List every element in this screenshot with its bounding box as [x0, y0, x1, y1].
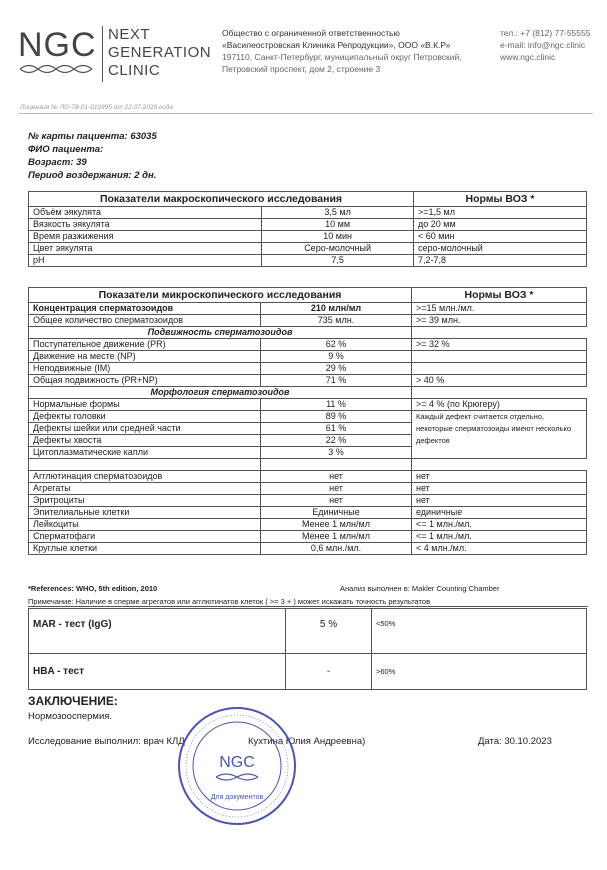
stamp-bottom: Для документов — [210, 794, 264, 801]
table-row: Общее количество сперматозоидов 735 млн. >= 39 млн. — [29, 315, 587, 327]
doctor-name: Кухтина Юлия Андреевна) — [248, 736, 366, 747]
motility-heading: Подвижность сперматозоидов — [29, 327, 412, 339]
table-row: Круглые клетки 0,6 млн./мл. < 4 млн./мл. — [29, 543, 587, 555]
stamp-center: NGC — [219, 754, 255, 771]
table-row: Цвет эякулята Серо-молочный серо-молочный — [29, 243, 587, 255]
table-row: Эритроциты нет нет — [29, 495, 587, 507]
date: Дата: 30.10.2023 — [478, 736, 552, 747]
table-row: Дефекты головки 89 % Каждый дефект считается отдельно, некоторые сперматозоиды имеют несколько дефектов — [29, 411, 587, 423]
table-row: Агрегаты нет нет — [29, 483, 587, 495]
table-row: Общая подвижность (PR+NP) 71 % > 40 % — [29, 375, 587, 387]
table-row: Лейкоциты Менее 1 млн/мл <= 1 млн./мл. — [29, 519, 587, 531]
logo-words: NEXT GENERATION CLINIC — [108, 26, 212, 79]
stamp-icon — [176, 705, 298, 827]
note: Примечание: Наличие в сперме агрегатов или агглютинатов клеток ( >= 3 + ) может искажать точность результатов — [28, 597, 431, 606]
table-row: Дефекты шейки или средней части 61 % — [29, 423, 587, 435]
table-row: Дефекты хвоста 22 % — [29, 435, 587, 447]
conclusion-text: Нормозооспермия. — [28, 711, 113, 722]
table-row: Время разжижения 10 мин < 60 мин — [29, 231, 587, 243]
table-row: Движение на месте (NP) 9 % — [29, 351, 587, 363]
header-rule — [18, 113, 593, 114]
table-row: Нормальные формы 11 % >= 4 % (по Крюгеру) — [29, 399, 587, 411]
contacts: тел.: +7 (812) 77-55555 e-mail: info@ngc.clinic www.ngc.clinic — [500, 28, 591, 62]
table-row: Поступательное движение (PR) 62 % >= 32 % — [29, 339, 587, 351]
analysis-method: Анализ выполнен в: Makler Counting Chamber — [340, 584, 500, 593]
table-row: Цитоплазматические капли 3 % — [29, 447, 587, 459]
table-row: Объём эякулята 3,5 мл >=1,5 мл — [29, 207, 587, 219]
patient-abstinence: Период воздержания: 2 дн. — [28, 170, 157, 181]
table-row: Агглютинация сперматозоидов нет нет — [29, 471, 587, 483]
table-row: Неподвижные (IM) 29 % — [29, 363, 587, 375]
macro-table: Показатели макроскопического исследования Нормы ВОЗ * Объём эякулята 3,5 мл >=1,5 мл Вязкость эякулята 10 мм до 20 мм Время разжижения 10 мин < 60 мин Цвет эякулята Серо-молочный серо-молочный pH 7,5 7,2-7,8 — [28, 191, 587, 267]
license: Лицензия № ЛО-78-01-010995 от 22.07.2020 года — [20, 104, 173, 111]
table-row: Вязкость эякулята 10 мм до 20 мм — [29, 219, 587, 231]
tests-table — [28, 608, 587, 690]
patient-fio: ФИО пациента: — [28, 144, 104, 155]
org-info: Общество с ограниченной ответственностью «Василеостровская Клиника Репродукции», ООО «В.К.Р» 197110, Санкт-Петербург, муниципальный округ Петровский, Петровский проспект, дом 2, строение 3 — [222, 28, 462, 74]
table-row: HBA - тест - >60% — [29, 654, 587, 690]
table-row: Концентрация сперматозоидов 210 млн/мл >=15 млн./мл. — [29, 303, 587, 315]
micro-table: Показатели микроскопического исследования Нормы ВОЗ * Концентрация сперматозоидов 210 млн/мл >=15 млн./мл. Общее количество сперматозоидов 735 млн. >= 39 млн. Подвижность сперматозоидов Поступательное движение (PR) 62 % >= 32 % Движение на месте (NP) 9 % Неподвижные (IM) 29 % Общая подвижность (PR+NP) 71 % > 40 % Морфология сперматозоидов Нормальные формы 11 % >= 4 % (по Крюгеру) Дефекты головки 89 % Каждый дефект считается отдельно, некоторые сперматозоиды имеют несколько дефектов Дефекты шейки или средней части 61 % Дефекты хвоста 22 % Цитоплазматические капли 3 % Агглютинация сперматозоидов нет нет Агрегаты нет нет Эритроциты нет нет Эпителиальные клетки Единичные единичные Лейкоциты Менее 1 млн/мл <= 1 млн./мл. Сперматофаги Менее 1 млн/мл <= 1 млн./мл. Круглые клетки 0,6 млн./мл. < 4 млн./мл. — [28, 287, 587, 555]
patient-card: № карты пациента: 63035 — [28, 131, 157, 142]
logo-divider — [102, 26, 103, 82]
table-row: Эпителиальные клетки Единичные единичные — [29, 507, 587, 519]
conclusion-title: ЗАКЛЮЧЕНИЕ: — [28, 694, 118, 708]
done-by: Исследование выполнил: врач КЛД — [28, 736, 185, 747]
patient-age: Возраст: 39 — [28, 157, 87, 168]
morph-note: Каждый дефект считается отдельно, некоторые сперматозоиды имеют несколько дефектов — [412, 411, 587, 459]
table-row: Сперматофаги Менее 1 млн/мл <= 1 млн./мл. — [29, 531, 587, 543]
patient-info — [28, 130, 157, 182]
references: *References: WHO, 5th edition, 2010 — [28, 584, 158, 593]
note-rule — [28, 606, 588, 607]
dna-icon — [20, 62, 94, 76]
logo-ngc: NGC — [18, 26, 97, 64]
morphology-heading: Морфология сперматозоидов — [29, 387, 412, 399]
table-row: pH 7,5 7,2-7,8 — [29, 255, 587, 267]
table-row: MAR - тест (IgG) 5 % <50% — [29, 609, 587, 654]
